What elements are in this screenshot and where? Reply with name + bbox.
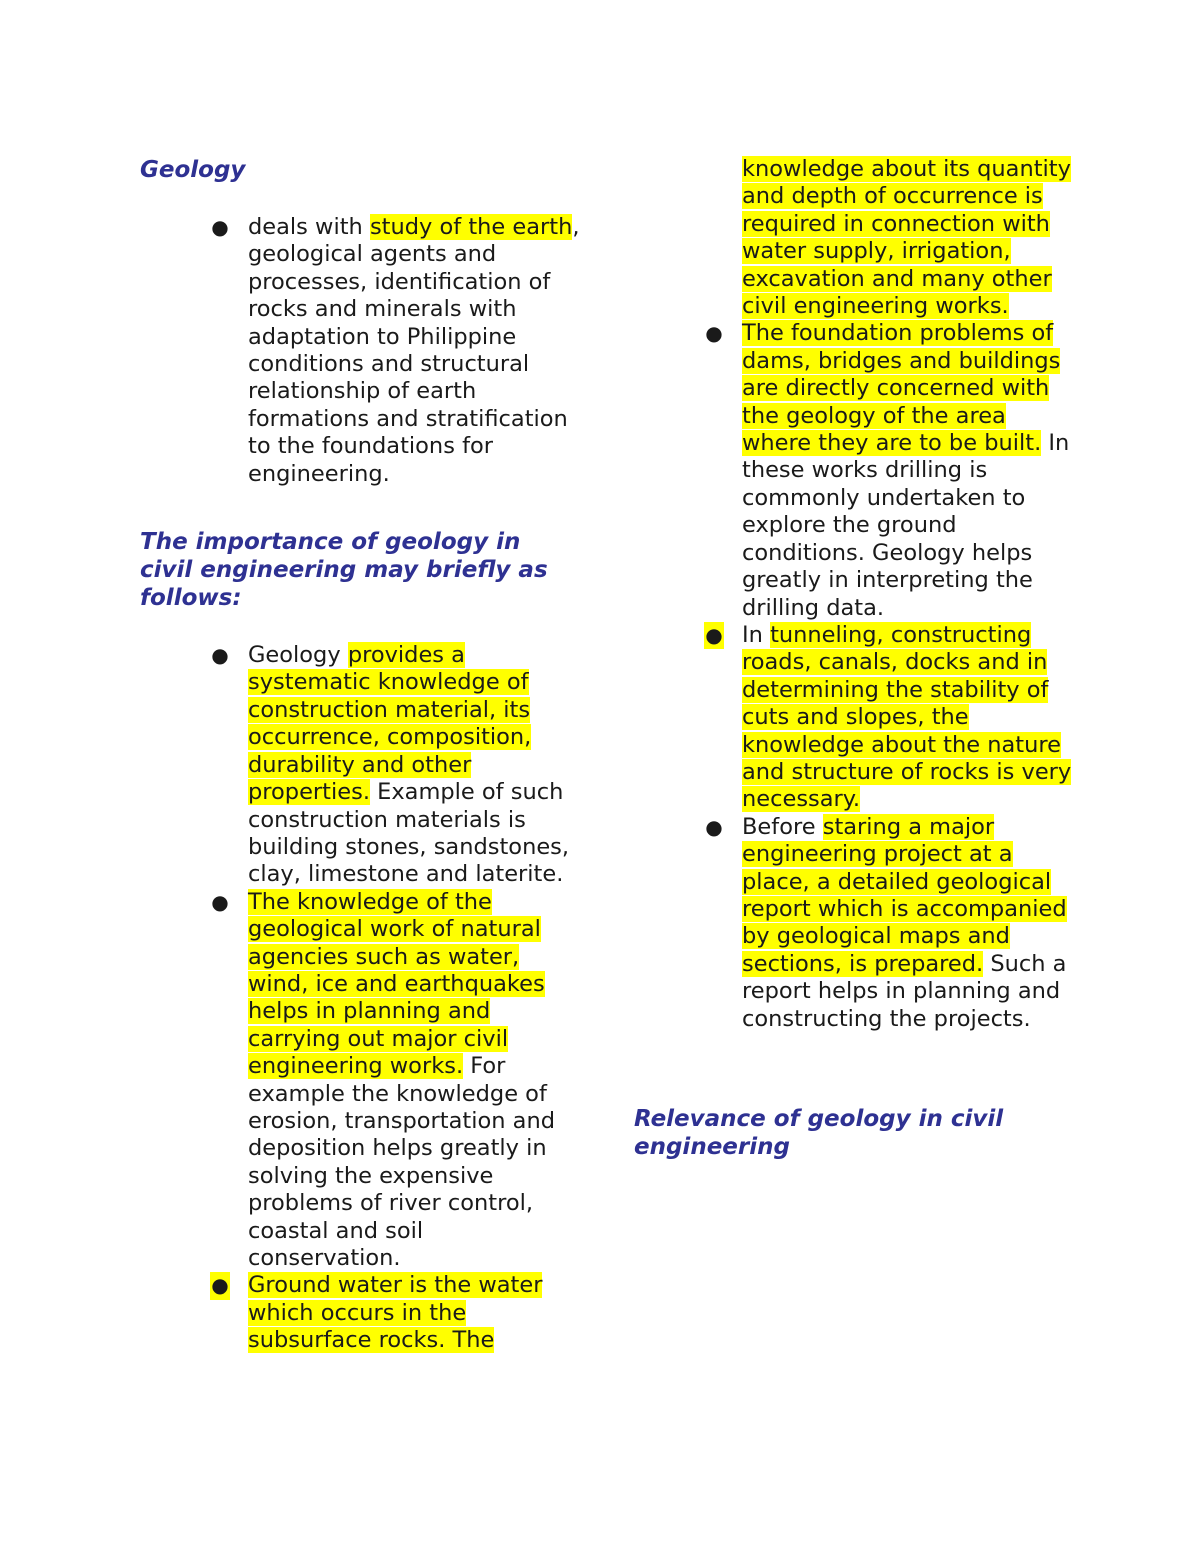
bullet-icon: ● <box>211 889 229 914</box>
left-column <box>140 156 580 1355</box>
relevance-heading: Relevance of geology in civil engineering <box>634 1106 1004 1160</box>
bullet-icon: ● <box>211 215 229 239</box>
list-item: ● deals with study of the earth, geological agents and processes, identification of rocks and minerals with adaptation to Philippine conditions and structural relationship of earth formations and stratification to the foundations for engineering. <box>211 214 580 487</box>
right-column <box>634 156 1074 1161</box>
highlighted-text: provides a systematic knowledge of construction material, its occurrence, composition, durability and other properties. <box>248 642 532 806</box>
list-item-continuation <box>634 156 1074 320</box>
list-item: ● Geology provides a systematic knowledge of construction material, its occurrence, composition, durability and other properties. Example of such construction materials is building stones, sandstones, clay, limestone and laterite. <box>211 642 570 888</box>
highlighted-text: staring a major engineering project at a place, a detailed geological report which is accompanied by geological maps and sections, is prepared. <box>742 813 1067 977</box>
definition-list <box>140 214 580 488</box>
bullet-icon: ● <box>211 643 229 668</box>
list-item: ● The foundation problems of dams, bridges and buildings are directly concerned with the geology of the area where they are to be built. In these works drilling is commonly undertaken to explore the ground conditions. Geology helps greatly in interpreting the drilling data. <box>705 320 1070 621</box>
importance-list <box>140 642 580 1355</box>
highlighted-text: study of the earth <box>369 214 573 240</box>
highlighted-text: Ground water is the water which occurs in the subsurface rocks. The <box>248 1272 543 1354</box>
importance-list-continued <box>634 320 1074 1033</box>
highlighted-text: The foundation problems of dams, bridges and buildings are directly concerned with the geology of the area where they are to be built. <box>742 320 1061 457</box>
highlighted-text: The knowledge of the geological work of natural agencies such as water, wind, ice and earthquakes helps in planning and carrying out major civil engineering works. <box>248 888 545 1080</box>
bullet-icon: ● <box>210 1272 230 1299</box>
geology-title: Geology <box>140 157 246 183</box>
bullet-icon: ● <box>704 622 724 649</box>
importance-heading: The importance of geology in civil engineering may briefly as follows: <box>140 529 548 612</box>
list-item: ● The knowledge of the geological work of natural agencies such as water, wind, ice and earthquakes helps in planning and carrying out major civil engineering works. For example the knowledge of erosion, transportation and deposition helps greatly in solving the expensive problems of river control, coastal and soil conservation. <box>211 888 556 1271</box>
list-item: ● In tunneling, constructing roads, canals, docks and in determining the stability of cuts and slopes, the knowledge about the nature and structure of rocks is very necessary. <box>705 621 1072 813</box>
bullet-icon: ● <box>705 814 723 839</box>
highlighted-text: knowledge about its quantity and depth of occurrence is required in connection with water supply, irrigation, excavation and many other civil engineering works. <box>742 156 1071 320</box>
bullet-icon: ● <box>705 321 723 346</box>
highlighted-text: tunneling, constructing roads, canals, docks and in determining the stability of cuts and slopes, the knowledge about the nature and structure of rocks is very necessary. <box>742 621 1072 813</box>
list-item <box>140 1272 580 1354</box>
list-item: ● Before staring a major engineering project at a place, a detailed geological report which is accompanied by geological maps and sections, is prepared. Such a report helps in planning and constructing the projects. <box>705 813 1067 1032</box>
